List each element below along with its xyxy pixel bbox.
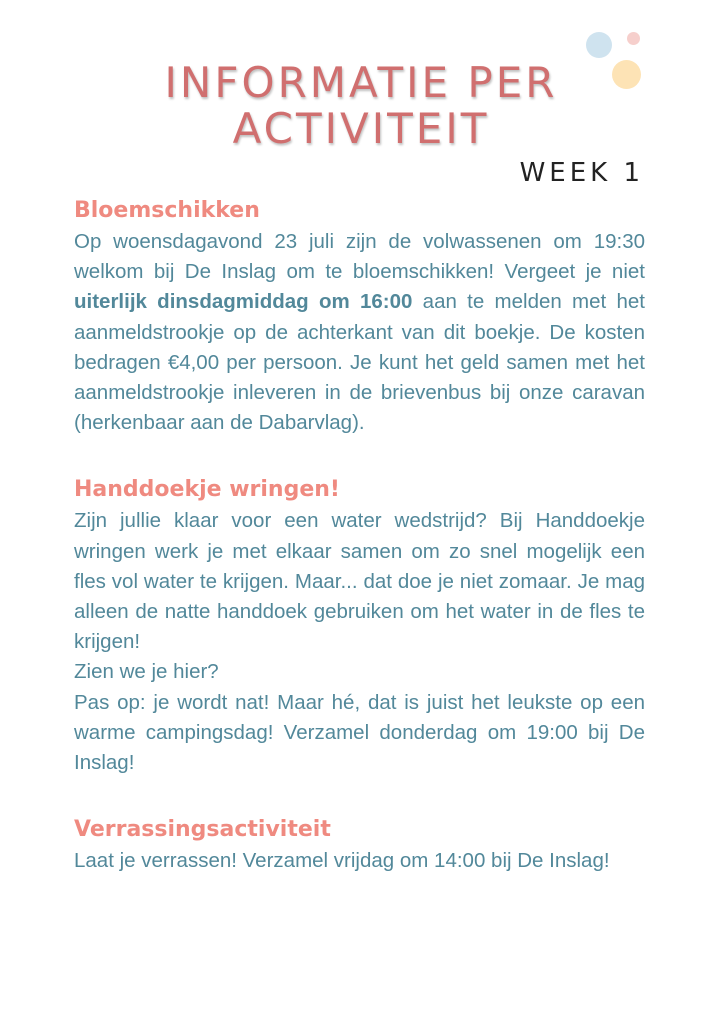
page-title-line-1: INFORMATIE PER [164, 58, 558, 107]
section-paragraph [74, 227, 645, 438]
paragraph-text: Op woensdagavond 23 juli zijn de volwassenen om 19:30 welkom bij De Inslag om te bloemschikken! Vergeet je niet [74, 230, 645, 284]
blue-dot-decoration [586, 32, 612, 58]
deadline-highlight: uiterlijk dinsdagmiddag om 16:00 [74, 290, 413, 314]
section-paragraph: Zijn jullie klaar voor een water wedstrijd? Bij Handdoekje wringen werk je met elkaar samen om zo snel mogelijk een fles vol water te krijgen. Maar... dat doe je niet zomaar. Je mag alleen de natte handdoek gebruiken om het water in de fles te krijgen! [74, 509, 645, 654]
section-paragraph: Zien we je hier? [74, 660, 219, 684]
paragraph-text: aan te melden met het aanmeldstrookje op de achterkant van dit boekje. De kosten bedragen €4,00 per persoon. Je kunt het geld samen met het aanmeldstrookje inleveren in de brievenbus bij onze caravan (herkenbaar aan de Dabarvlag). [74, 290, 645, 435]
page-title-line-2: ACTIVITEIT [232, 104, 490, 153]
section-paragraph: Laat je verrassen! Verzamel vrijdag om 14:00 bij De Inslag! [74, 849, 610, 873]
week-label: WEEK 1 [519, 158, 644, 188]
section-heading: Bloemschikken [74, 198, 260, 223]
section-handdoekje-wringen [74, 474, 645, 778]
activities-content [74, 195, 645, 912]
section-paragraph: Pas op: je wordt nat! Maar hé, dat is juist het leukste op een warme campingsdag! Verzamel donderdag om 19:00 bij De Inslag! [74, 690, 645, 775]
section-verrassingsactiviteit [74, 814, 645, 876]
pink-dot-decoration [627, 32, 640, 45]
page-title [0, 60, 722, 152]
section-heading: Handdoekje wringen! [74, 477, 340, 503]
section-bloemschikken [74, 195, 645, 438]
section-heading: Verrassingsactiviteit [74, 817, 331, 843]
